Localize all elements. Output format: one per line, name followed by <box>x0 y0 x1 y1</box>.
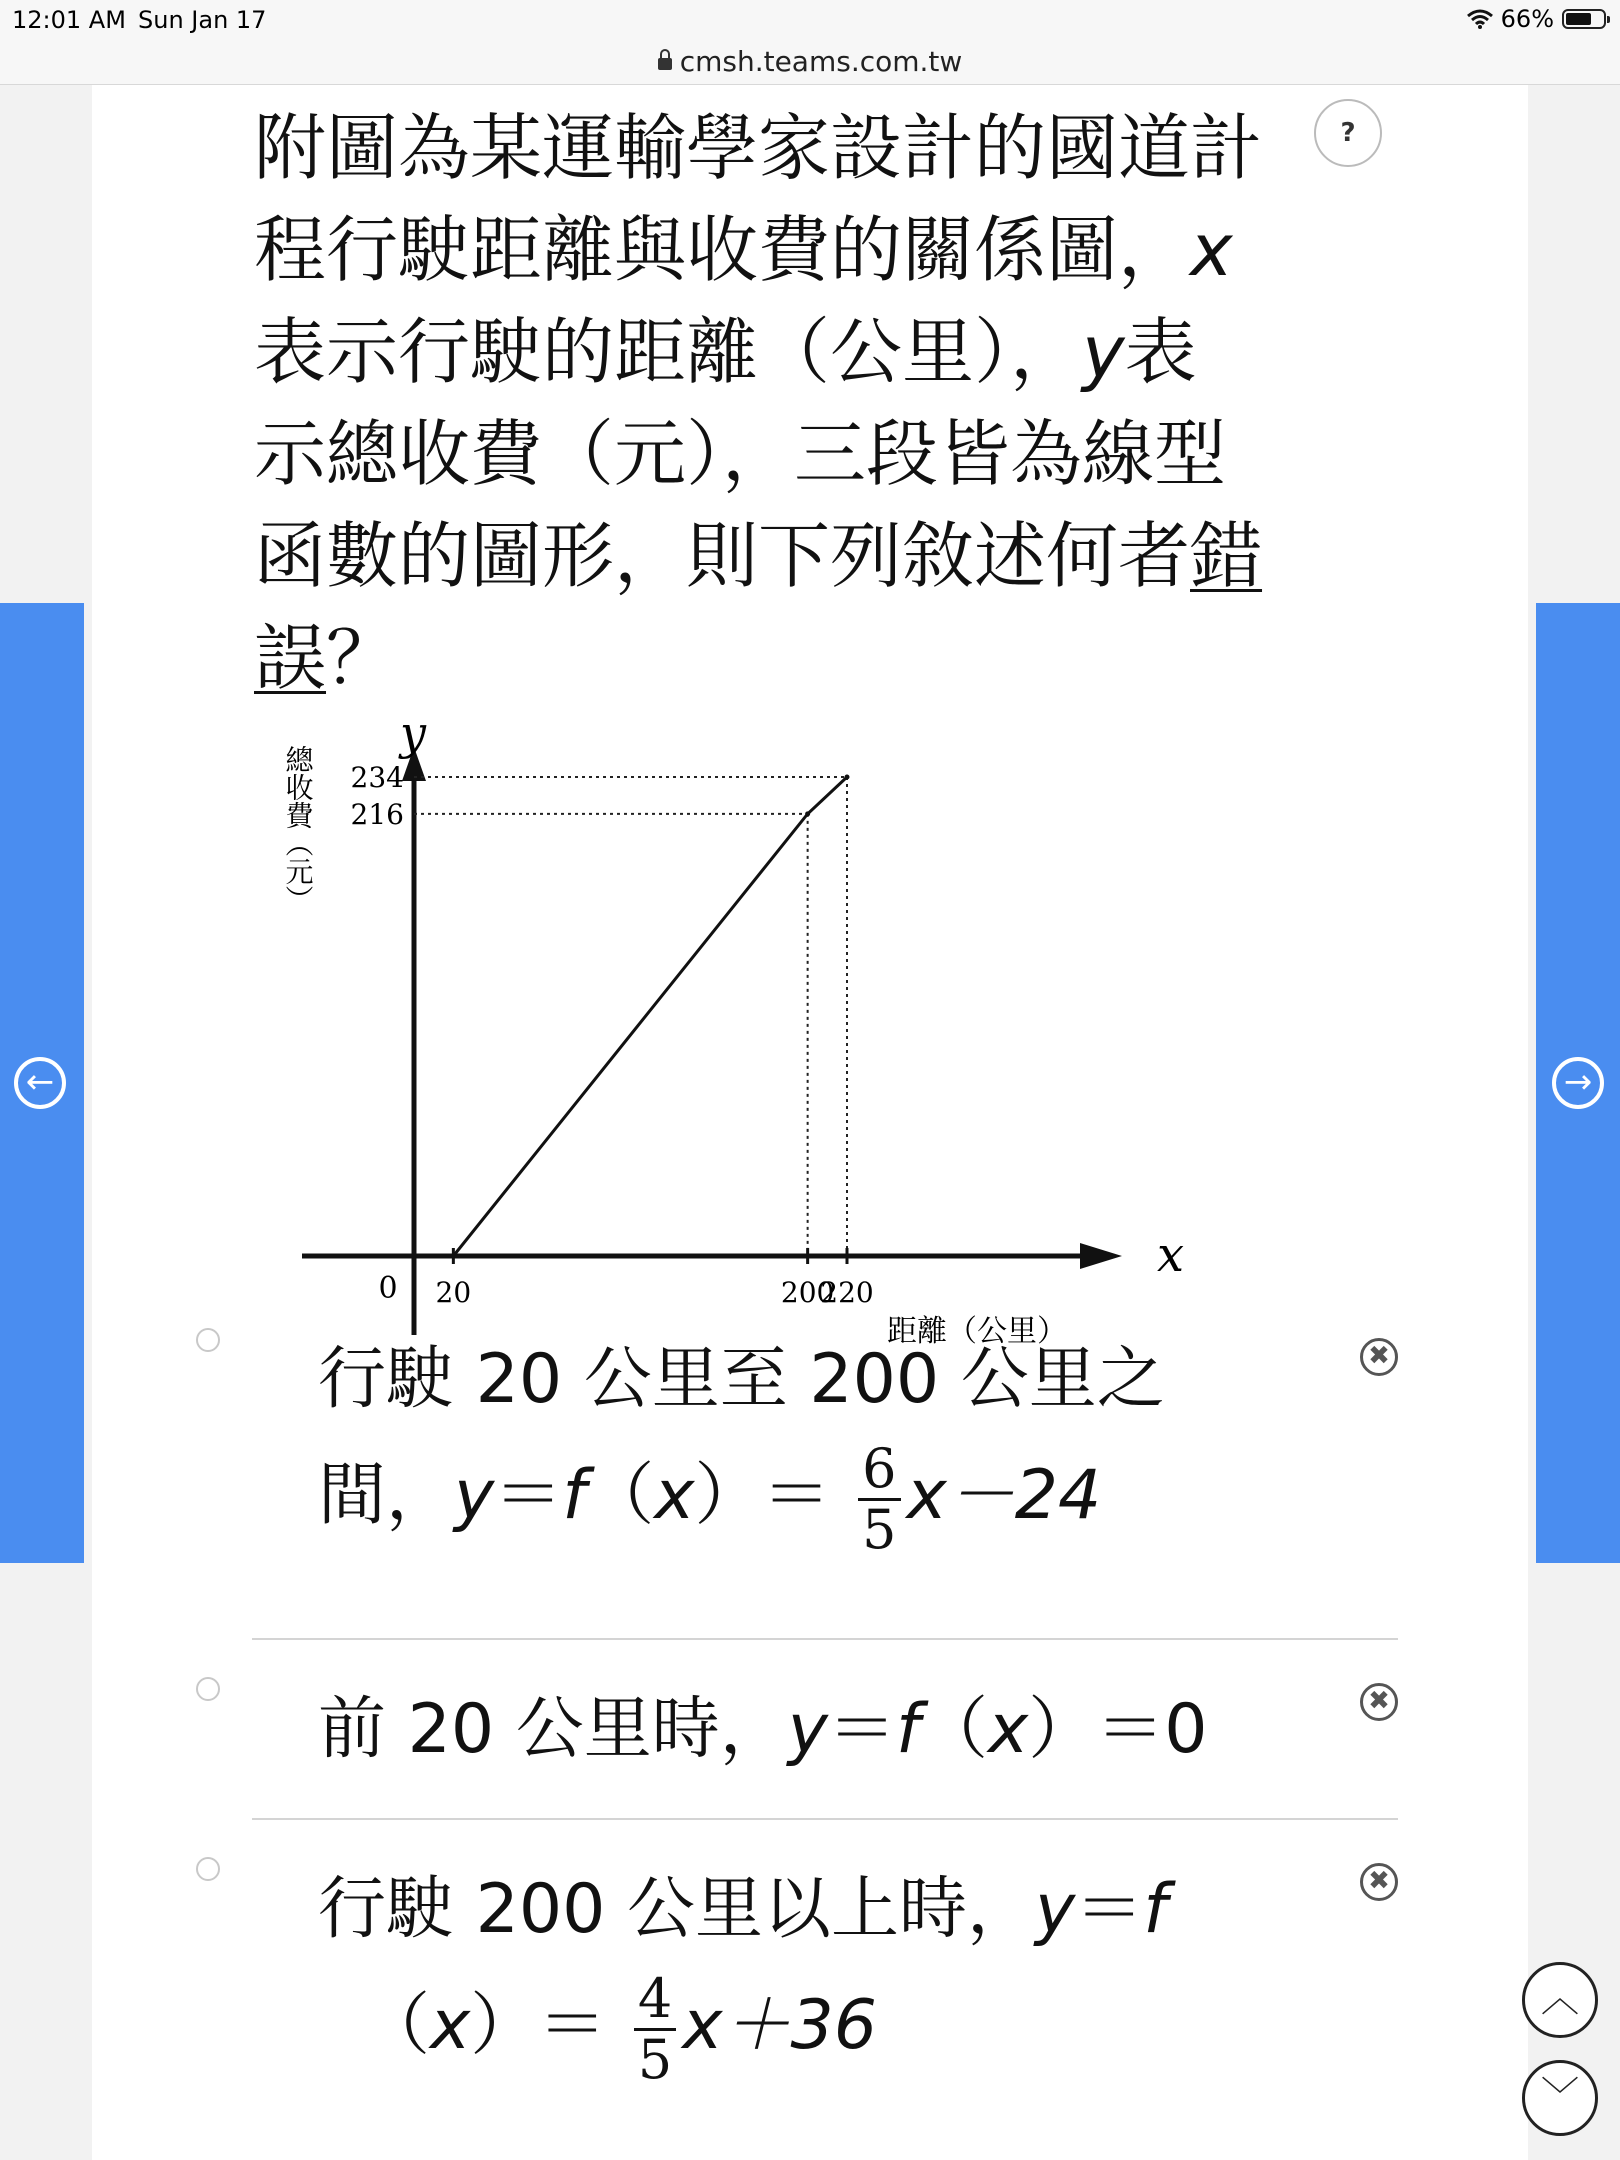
clear-option-3-icon[interactable]: ✖ <box>1360 1863 1398 1901</box>
x-tick-label: 220 <box>820 1276 874 1309</box>
divider <box>252 1638 1398 1640</box>
question-card <box>92 85 1528 2160</box>
arrow-left-icon[interactable]: ← <box>14 1057 66 1109</box>
url-text: cmsh.teams.com.tw <box>679 44 963 78</box>
status-date: Sun Jan 17 <box>138 6 267 34</box>
address-bar[interactable] <box>0 38 1620 85</box>
clear-option-2-icon[interactable]: ✖ <box>1360 1683 1398 1721</box>
wifi-icon <box>1467 9 1493 29</box>
status-right <box>1467 5 1606 33</box>
y-tick-label: 234 <box>350 761 404 794</box>
question-line: 表示行駛的距離（公里），y表 <box>254 310 1197 394</box>
help-button[interactable]: ? <box>1314 99 1382 167</box>
x-tick-label: 0 <box>378 1271 398 1306</box>
chart-figure <box>252 706 1185 1379</box>
x-axis-arrow <box>1080 1243 1122 1269</box>
y-tick-label: 216 <box>350 797 404 831</box>
option-radio-3[interactable] <box>196 1857 220 1881</box>
x-tick-label: 200 <box>780 1276 835 1309</box>
option-1-line-2: 間，y＝f（x）＝ $\frac{6}{5}$ x－24 <box>318 1437 1102 1561</box>
fraction: $\frac{6}{5}$ <box>858 1440 900 1559</box>
question-text <box>254 97 1354 709</box>
question-line: 函數的圖形，則下列敘述何者錯 <box>254 514 1263 598</box>
chart <box>252 706 1185 1375</box>
battery-icon <box>1562 9 1606 29</box>
lock-icon <box>658 58 672 70</box>
x-axis-title: 距離（公里） <box>887 1314 1067 1349</box>
status-time: 12:01 AM <box>12 6 126 34</box>
question-line: 附圖為某運輸學家設計的國道計 <box>254 106 1263 190</box>
option-1-line-1: 行駛 20 公里至 200 公里之 <box>318 1340 1165 1419</box>
scroll-up-button[interactable]: ︿ <box>1522 1962 1598 2038</box>
y-axis-letter: y <box>400 706 426 760</box>
question-line: 誤？ <box>254 616 399 700</box>
x-axis-letter: x <box>1157 1227 1185 1283</box>
option-radio-1[interactable] <box>196 1328 220 1352</box>
x-tick-label: 20 <box>435 1276 472 1309</box>
question-line: 示總收費（元），三段皆為線型 <box>254 412 1227 496</box>
data-point <box>805 811 810 816</box>
option-3-line-2: （x）＝ $\frac{4}{5}$ x＋36 <box>362 1967 878 2091</box>
divider <box>252 1818 1398 1820</box>
y-axis-title: 總收費（元） <box>281 745 315 913</box>
option-3-line-1: 行駛 200 公里以上時，y＝f <box>318 1870 1168 1949</box>
question-line: 程行駛距離與收費的關係圖，x <box>254 208 1233 292</box>
scroll-down-button[interactable]: ﹀ <box>1522 2060 1598 2136</box>
option-2-line-1: 前 20 公里時，y＝f（x）＝0 <box>318 1690 1208 1769</box>
arrow-right-icon[interactable]: → <box>1552 1057 1604 1109</box>
status-bar <box>0 0 1620 38</box>
data-point <box>845 775 850 780</box>
fraction: $\frac{4}{5}$ <box>634 1970 676 2089</box>
option-radio-2[interactable] <box>196 1677 220 1701</box>
battery-percent: 66% <box>1500 5 1554 33</box>
clear-option-1-icon[interactable]: ✖ <box>1360 1338 1398 1376</box>
series-line <box>453 777 847 1256</box>
